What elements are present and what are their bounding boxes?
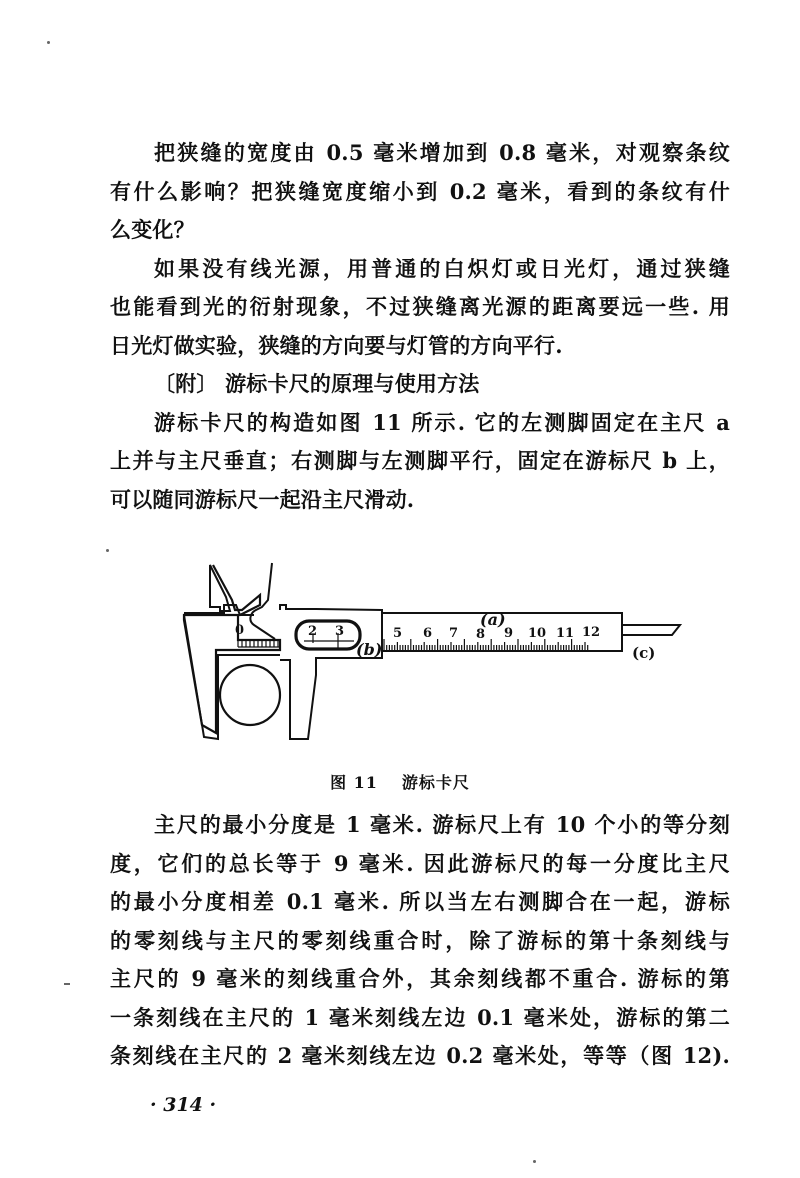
text-block-bottom xyxy=(110,806,730,1076)
paragraph-line: 的零刻线与主尺的零刻线重合时，除了游标的第十条刻线与 xyxy=(110,927,730,953)
scan-speck xyxy=(64,983,70,985)
figure-number: 图 11 xyxy=(330,773,378,792)
paragraph-line: 也能看到光的衍射现象，不过狭缝离光源的距离要远一些. 用 xyxy=(110,294,730,319)
paragraph-line: 主尺的 9 毫米的刻线重合外，其余刻线都不重合. 游标的第 xyxy=(110,966,730,991)
scale-label-8: 8 xyxy=(476,627,486,642)
vernier-slider-outline xyxy=(280,605,382,739)
workpiece-circle xyxy=(220,665,280,725)
paragraph-line: 游标卡尺的构造如图 11 所示. 它的左测脚固定在主尺 a xyxy=(154,409,730,435)
scan-speck xyxy=(533,1160,536,1163)
page-number: · 314 · xyxy=(150,1094,217,1116)
paragraph-line: 的最小分度相差 0.1 毫米. 所以当左右测脚合在一起，游标 xyxy=(110,889,730,914)
scale-label-0: 0 xyxy=(235,623,245,638)
label-c-depth-rod: (c) xyxy=(632,644,656,662)
vernier-window xyxy=(296,621,360,649)
paragraph-line: 把狭缝的宽度由 0.5 毫米增加到 0.8 毫米，对观察条纹 xyxy=(154,140,730,165)
paragraph-line: 主尺的最小分度是 1 毫米. 游标尺上有 10 个小的等分刻 xyxy=(154,812,730,837)
paragraph-line: 上并与主尺垂直；右测脚与左测脚平行，固定在游标尺 b 上， xyxy=(110,448,730,473)
window-label-2: 2 xyxy=(308,624,318,639)
scan-speck xyxy=(47,41,50,44)
paragraph-line: 如果没有线光源，用普通的白炽灯或日光灯，通过狭缝 xyxy=(154,255,730,281)
scale-label-7: 7 xyxy=(449,626,459,641)
scale-label-6: 6 xyxy=(423,626,433,641)
figure-caption xyxy=(0,770,800,793)
caliper-illustration xyxy=(180,555,690,745)
paragraph-line: 一条刻线在主尺的 1 毫米刻线左边 0.1 毫米处，游标的第二 xyxy=(110,1004,730,1030)
depth-rod xyxy=(622,625,680,635)
vernier-caliper-figure xyxy=(180,555,690,745)
paragraph-line: 有什么影响？把狭缝宽度缩小到 0.2 毫米，看到的条纹有什 xyxy=(110,178,730,204)
window-label-3: 3 xyxy=(335,624,345,639)
label-a-main-scale: (a) xyxy=(480,610,506,629)
label-b-vernier: (b) xyxy=(356,640,383,659)
paragraph-line: 度，它们的总长等于 9 毫米. 因此游标尺的每一分度比主尺 xyxy=(110,850,730,876)
paragraph-line: 条刻线在主尺的 2 毫米刻线左边 0.2 毫米处，等等（图 12). xyxy=(110,1043,730,1068)
scale-label-11: 11 xyxy=(556,626,575,641)
figure-title: 游标卡尺 xyxy=(401,773,470,792)
scale-label-12: 12 xyxy=(582,625,601,640)
scale-label-9: 9 xyxy=(504,626,514,641)
paragraph-line: 日光灯做实验，狭缝的方向要与灯管的方向平行. xyxy=(110,332,563,358)
scale-label-5: 5 xyxy=(393,626,403,641)
appendix-heading: 〔附〕 游标卡尺的原理与使用方法 xyxy=(154,371,480,396)
scan-speck xyxy=(106,549,109,552)
scale-label-10: 10 xyxy=(528,626,547,641)
paragraph-line: 么变化？ xyxy=(110,217,195,242)
paragraph-line: 可以随同游标尺一起沿主尺滑动. xyxy=(110,486,415,512)
text-block-top xyxy=(110,134,730,519)
